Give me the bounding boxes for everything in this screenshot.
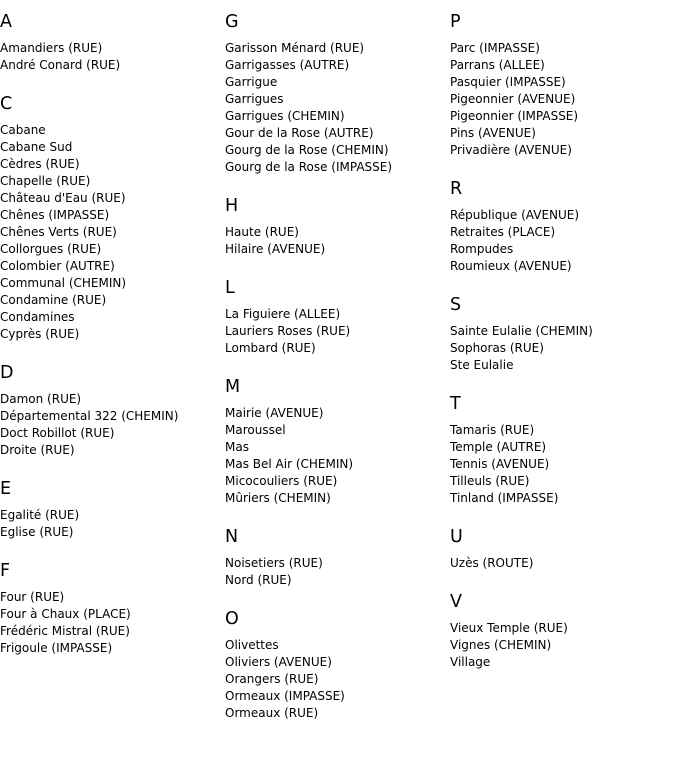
street-list xyxy=(450,207,675,275)
street-name: Garrigasses (AUTRE) xyxy=(225,58,350,72)
street-index-column-3 xyxy=(450,0,675,679)
letter-section xyxy=(225,515,450,597)
street-name: Tinland (IMPASSE) xyxy=(450,491,559,505)
street-name: Rompudes xyxy=(450,242,514,256)
street-name: Frigoule (IMPASSE) xyxy=(0,641,113,655)
street-list xyxy=(0,122,225,343)
street-list xyxy=(450,40,675,159)
street-name: Condamine (RUE) xyxy=(0,293,107,307)
street-name: Départemental 322 (CHEMIN) xyxy=(0,409,179,423)
street-name: Cabane Sud xyxy=(0,140,73,154)
street-name: Condamines xyxy=(0,310,75,324)
street-name: Chênes Verts (RUE) xyxy=(0,225,117,239)
street-name: Egalité (RUE) xyxy=(0,508,80,522)
letter-section xyxy=(225,184,450,266)
street-list xyxy=(225,40,450,176)
street-name: Haute (RUE) xyxy=(225,225,299,239)
street-name: Mas Bel Air (CHEMIN) xyxy=(225,457,354,471)
letter-heading: P xyxy=(450,12,461,32)
street-list xyxy=(225,306,450,357)
letter-heading: A xyxy=(0,12,12,32)
street-list xyxy=(225,637,450,722)
street-name: Mûriers (CHEMIN) xyxy=(225,491,331,505)
letter-heading: N xyxy=(225,527,239,547)
street-list xyxy=(450,620,675,671)
street-name: Hilaire (AVENUE) xyxy=(225,242,326,256)
street-name: Colombier (AUTRE) xyxy=(0,259,115,273)
street-name: Maroussel xyxy=(225,423,286,437)
street-name: Temple (AUTRE) xyxy=(450,440,547,454)
letter-heading: V xyxy=(450,592,462,612)
street-name: Chapelle (RUE) xyxy=(0,174,91,188)
street-list xyxy=(0,507,225,541)
letter-section xyxy=(450,0,675,167)
street-name: Gour de la Rose (AUTRE) xyxy=(225,126,374,140)
letter-section xyxy=(450,515,675,580)
street-name: Garrigue xyxy=(225,75,278,89)
street-name: Vieux Temple (RUE) xyxy=(450,621,568,635)
street-name: Chênes (IMPASSE) xyxy=(0,208,110,222)
letter-heading: M xyxy=(225,377,241,397)
letter-heading: F xyxy=(0,561,11,581)
street-name: Pins (AVENUE) xyxy=(450,126,536,140)
street-list xyxy=(0,40,225,74)
letter-heading: G xyxy=(225,12,239,32)
street-list xyxy=(225,224,450,258)
street-name: Four à Chaux (PLACE) xyxy=(0,607,131,621)
letter-heading: D xyxy=(0,363,14,383)
street-name: Tennis (AVENUE) xyxy=(450,457,550,471)
street-name: Damon (RUE) xyxy=(0,392,82,406)
street-name: Oliviers (AVENUE) xyxy=(225,655,332,669)
letter-section xyxy=(450,283,675,382)
street-name: Garrigues (CHEMIN) xyxy=(225,109,345,123)
street-name: Four (RUE) xyxy=(0,590,65,604)
street-name: Mas xyxy=(225,440,249,454)
street-name: André Conard (RUE) xyxy=(0,58,121,72)
street-name: Nord (RUE) xyxy=(225,573,292,587)
street-name: Frédéric Mistral (RUE) xyxy=(0,624,130,638)
street-list xyxy=(225,405,450,507)
street-list xyxy=(450,422,675,507)
street-name: République (AVENUE) xyxy=(450,208,580,222)
street-name: Orangers (RUE) xyxy=(225,672,319,686)
street-name: Cabane xyxy=(0,123,46,137)
letter-heading: E xyxy=(0,479,12,499)
street-name: Cèdres (RUE) xyxy=(0,157,80,171)
letter-heading: O xyxy=(225,609,239,629)
letter-heading: T xyxy=(450,394,461,414)
street-name: Garisson Ménard (RUE) xyxy=(225,41,365,55)
street-index-column-2 xyxy=(225,0,450,730)
letter-heading: U xyxy=(450,527,463,547)
letter-section xyxy=(0,467,225,549)
letter-section xyxy=(450,167,675,283)
street-name: Roumieux (AVENUE) xyxy=(450,259,572,273)
street-name: Olivettes xyxy=(225,638,279,652)
letter-section xyxy=(450,580,675,679)
street-name: Collorgues (RUE) xyxy=(0,242,102,256)
street-name: Mairie (AVENUE) xyxy=(225,406,324,420)
street-name: Sainte Eulalie (CHEMIN) xyxy=(450,324,593,338)
street-name: Cyprès (RUE) xyxy=(0,327,80,341)
street-name: Pasquier (IMPASSE) xyxy=(450,75,566,89)
letter-section xyxy=(225,0,450,184)
street-name: Lauriers Roses (RUE) xyxy=(225,324,351,338)
street-name: Tilleuls (RUE) xyxy=(450,474,530,488)
street-name: Gourg de la Rose (CHEMIN) xyxy=(225,143,389,157)
letter-section xyxy=(225,266,450,365)
street-list xyxy=(450,323,675,374)
letter-section xyxy=(0,0,225,82)
street-list xyxy=(0,589,225,657)
street-name: Village xyxy=(450,655,491,669)
street-name: Sophoras (RUE) xyxy=(450,341,544,355)
street-name: Communal (CHEMIN) xyxy=(0,276,127,290)
street-name: Garrigues xyxy=(225,92,284,106)
letter-section xyxy=(450,382,675,515)
street-name: Vignes (CHEMIN) xyxy=(450,638,552,652)
letter-heading: H xyxy=(225,196,239,216)
street-name: Gourg de la Rose (IMPASSE) xyxy=(225,160,393,174)
street-index-column-1 xyxy=(0,0,225,665)
street-name: Château d'Eau (RUE) xyxy=(0,191,126,205)
street-name: Ormeaux (IMPASSE) xyxy=(225,689,345,703)
street-list xyxy=(0,391,225,459)
street-name: Parrans (ALLEE) xyxy=(450,58,545,72)
street-name: Tamaris (RUE) xyxy=(450,423,535,437)
street-name: Doct Robillot (RUE) xyxy=(0,426,115,440)
street-name: Privadière (AVENUE) xyxy=(450,143,572,157)
letter-section xyxy=(225,597,450,730)
street-name: Amandiers (RUE) xyxy=(0,41,103,55)
street-list xyxy=(225,555,450,589)
letter-heading: S xyxy=(450,295,462,315)
street-name: Uzès (ROUTE) xyxy=(450,556,534,570)
street-name: Parc (IMPASSE) xyxy=(450,41,540,55)
letter-section xyxy=(0,549,225,665)
letter-section xyxy=(0,351,225,467)
street-name: Noisetiers (RUE) xyxy=(225,556,323,570)
street-name: Eglise (RUE) xyxy=(0,525,74,539)
letter-section xyxy=(0,82,225,351)
street-name: Micocouliers (RUE) xyxy=(225,474,338,488)
street-name: La Figuiere (ALLEE) xyxy=(225,307,341,321)
street-list xyxy=(450,555,675,572)
street-name: Ste Eulalie xyxy=(450,358,514,372)
letter-section xyxy=(225,365,450,515)
letter-heading: R xyxy=(450,179,463,199)
street-name: Ormeaux (RUE) xyxy=(225,706,319,720)
street-name: Pigeonnier (AVENUE) xyxy=(450,92,576,106)
street-name: Pigeonnier (IMPASSE) xyxy=(450,109,579,123)
street-name: Lombard (RUE) xyxy=(225,341,316,355)
street-name: Retraites (PLACE) xyxy=(450,225,556,239)
street-name: Droite (RUE) xyxy=(0,443,75,457)
letter-heading: L xyxy=(225,278,235,298)
letter-heading: C xyxy=(0,94,13,114)
